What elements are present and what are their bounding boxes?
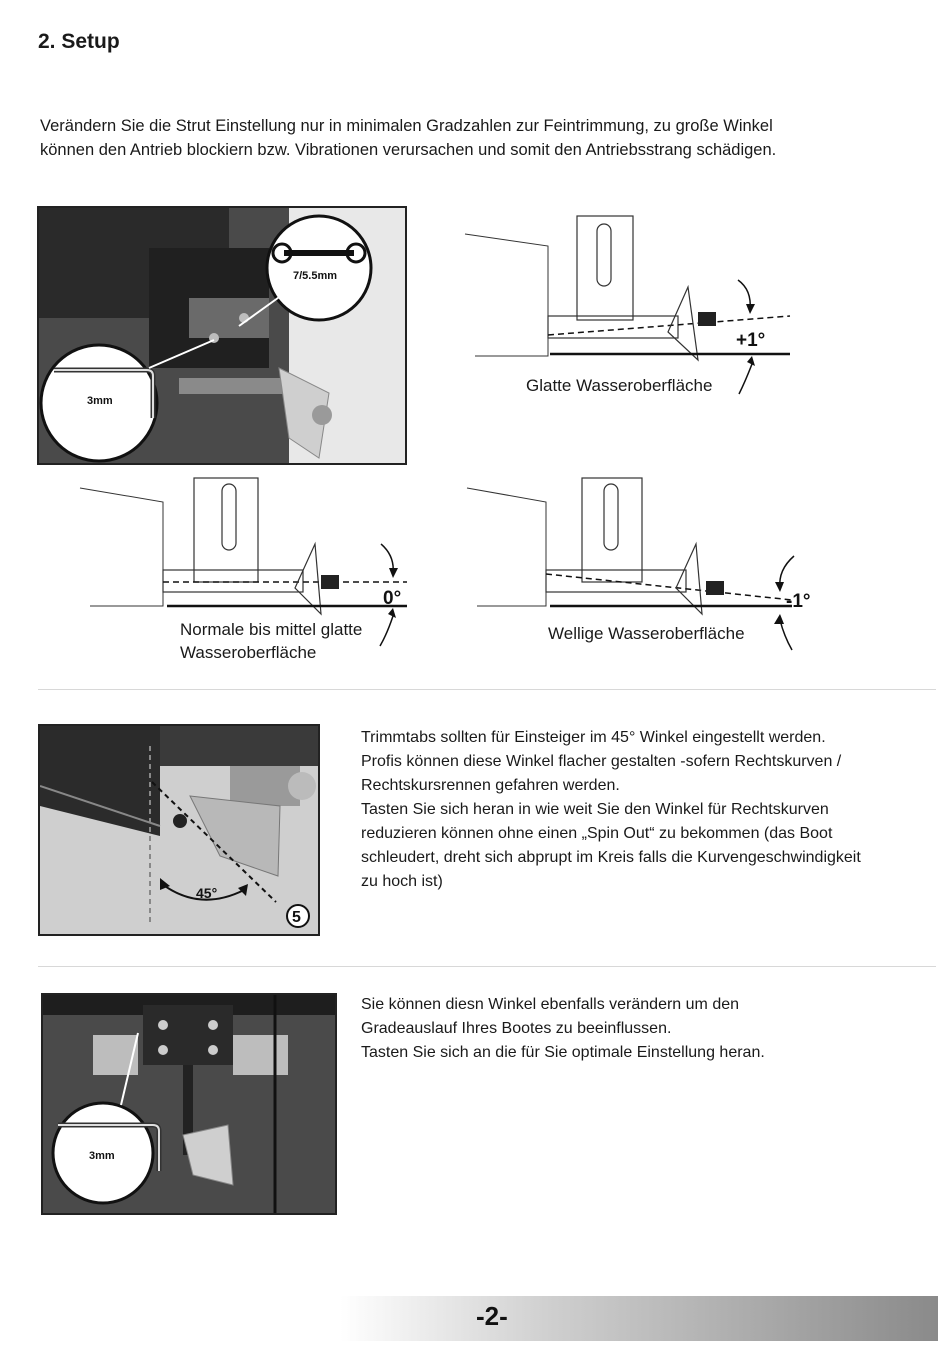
gradeauslauf-line-3: Tasten Sie sich an die für Sie optimale Einstellung heran. <box>361 1044 765 1061</box>
page-footer <box>340 1296 938 1341</box>
diagram-zero <box>75 474 415 669</box>
zero-angle-label: 0° <box>383 588 402 609</box>
strut-adjustment-photo <box>37 206 407 465</box>
section-divider <box>38 966 936 967</box>
gradeauslauf-instructions <box>361 993 946 1065</box>
page-title: 2. Setup <box>38 30 120 53</box>
trimtab-line-6: schleudert, dreht sich abprupt im Kreis falls die Kurvengeschwindigkeit <box>361 849 861 866</box>
trimtab-line-1: Trimmtabs sollten für Einsteiger im 45° Winkel eingestellt werden. <box>361 729 826 746</box>
diagram-plus-one <box>460 212 800 402</box>
minus-one-angle-label: -1° <box>786 591 811 612</box>
trimtab-callout-number: 5 <box>292 909 301 926</box>
intro-line-1: Verändern Sie die Strut Einstellung nur in minimalen Gradzahlen zur Feintrimmung, zu große Winkel <box>40 117 773 135</box>
allen-key-label: 3mm <box>87 395 113 407</box>
gradeauslauf-allen-label: 3mm <box>89 1150 115 1162</box>
page-number: -2- <box>476 1301 508 1331</box>
intro-line-2: können den Antrieb blockiern bzw. Vibrationen verursachen und somit den Antriebsstrang schädigen. <box>40 141 777 159</box>
section-divider <box>38 689 936 690</box>
zero-caption-line-1: Normale bis mittel glatte <box>180 620 363 639</box>
zero-caption-line-2: Wasseroberfläche <box>180 643 317 662</box>
wrench-size-label: 7/5.5mm <box>293 270 338 282</box>
trimtab-line-5: reduzieren können ohne einen „Spin Out“ zu bekommen (das Boot <box>361 825 833 842</box>
intro-paragraph <box>40 114 920 162</box>
gradeauslauf-line-2: Gradeauslauf Ihres Bootes zu beeinflussen. <box>361 1020 672 1037</box>
trimtab-angle-label: 45° <box>196 885 218 901</box>
gradeauslauf-line-1: Sie können diesn Winkel ebenfalls verändern um den <box>361 996 740 1013</box>
minus-one-caption: Wellige Wasseroberfläche <box>548 624 745 643</box>
trimtab-line-7: zu hoch ist) <box>361 873 443 890</box>
gradeauslauf-photo <box>41 993 337 1215</box>
diagram-minus-one <box>462 474 822 659</box>
plus-one-caption: Glatte Wasseroberfläche <box>526 376 713 395</box>
plus-one-angle-label: +1° <box>736 330 766 351</box>
trimtab-instructions <box>361 726 946 894</box>
trimtab-line-3: Rechtskursrennen gefahren werden. <box>361 777 620 794</box>
trimtab-line-4: Tasten Sie sich heran in wie weit Sie den Winkel für Rechtskurven <box>361 801 829 818</box>
trimtab-line-2: Profis können diese Winkel flacher gestalten -sofern Rechtskurven / <box>361 753 842 770</box>
trimtab-photo <box>38 724 320 936</box>
